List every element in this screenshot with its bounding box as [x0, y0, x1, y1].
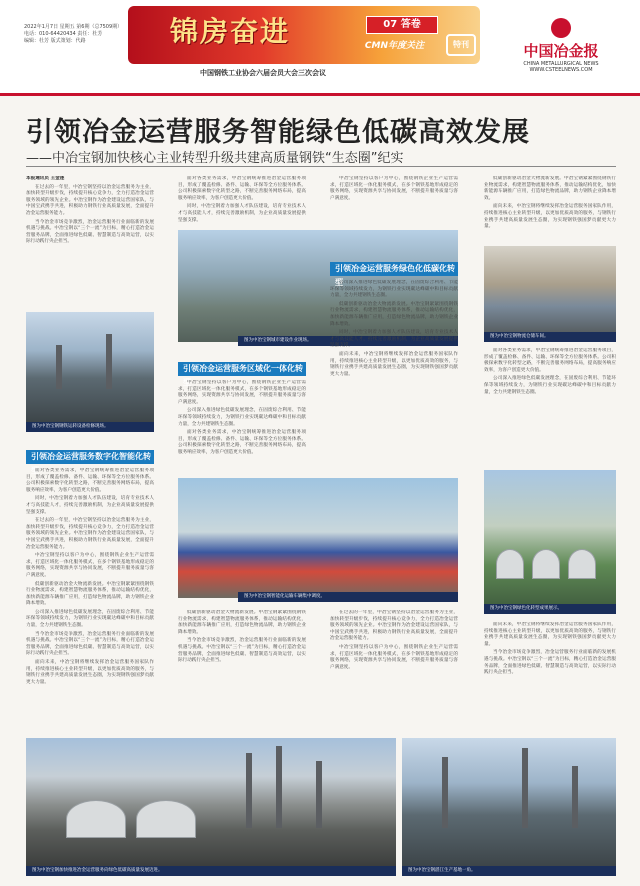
meta-line: 2022年1月7日 星期五 第6期（总7509期） [24, 24, 123, 30]
paragraph: 面向未来，中冶宝钢将继续发挥冶金运营服务国家队作用，持续推进核心主业转型升级，以更加优质高效的服务，与钢铁行业携手共建高质量发展生态圈，为实现钢铁强国梦贡献更大力量。 [484, 622, 616, 647]
body-column-2c [178, 610, 306, 730]
paragraph: 面向未来，中冶宝钢将继续发挥冶金运营服务国家队作用，持续推进核心主业转型升级，以更加优质高效的服务，与钢铁行业携手共建高质量发展生态圈，为实现钢铁强国梦贡献更大力量。 [330, 351, 458, 377]
paragraph: 同时，中冶宝钢着力加强人才队伍建设，培育专业技术人才与高技能人才，持续完善激励机制，为企业高质量发展提供坚强支撑。 [178, 204, 306, 223]
body-column-4c [484, 622, 616, 730]
paragraph: 公司深入推进绿色低碳发展理念，在固废综合利用、节能环保等领域持续发力，为钢铁行业实现碳达峰碳中和目标贡献力量，全力共建钢铁生态圈。 [26, 609, 154, 629]
paragraph: 在过去的一年里，中冶宝钢坚持以冶金运营服务为主业，加快转型升级步伐，持续提升核心竞争力，全力打造冶金运营服务领域的领先企业。中冶宝钢作为冶金建设运营国家队，与中国宝武携手共进，积极助力钢铁行业高质量发展，全面提升冶金运营服务能力。 [26, 518, 154, 550]
photo-caption: 图为中冶宝钢物流仓储车间。 [484, 332, 616, 342]
paragraph: 中冶宝钢坚持以客户为中心，围绕钢铁企业生产运营需求，打造区域化一体化服务模式，在多个钢铁基地形成稳定的服务网络，实现资源共享与协同发展，不断提升服务质量与客户满意度。 [178, 380, 306, 405]
paragraph: 低碳创新驱动冶金大物流新发展。中冶宝钢紧紧围绕钢铁行业物流需求，构建智慧物流服务体系，推动运输结构优化，加快新能源车辆推广应用，打造绿色物流品牌，助力钢铁企业降本增效。 [178, 610, 306, 635]
paragraph: 在过去的一年里，中冶宝钢坚持以冶金运营服务为主业，加快转型升级步伐，持续提升核心竞争力，全力打造冶金运营服务领域的领先企业。中冶宝钢作为冶金建设运营国家队，与中国宝武携手共进，积极助力钢铁行业高质量发展，全面提升冶金运营服务能力。 [330, 610, 458, 642]
section-heading-digital: 引领冶金运营服务数字化智能化转型 [26, 450, 154, 464]
photo-production-base [402, 738, 616, 866]
photo-caption: 图为中冶宝钢智能化运输车辆集中调度。 [238, 592, 458, 602]
event-subtitle: 中国钢铁工业协会六届会员大会三次会议 [200, 69, 326, 77]
paragraph: 当今冶金市场竞争激烈，冶金运营服务行业面临新的发展机遇与挑战。中冶宝钢以“三个一流”为目标，精心打造冶金运营服务品牌，全面推进绿色低碳、智慧制造与高效运营，以实际行动践行央企担当。 [484, 650, 616, 676]
body-column-3b [330, 280, 458, 476]
body-column-4b [484, 348, 616, 464]
special-banner [128, 6, 480, 64]
paragraph: 公司深入推进绿色低碳发展理念，在固废综合利用、节能环保等领域持续发力，为钢铁行业实现碳达峰碳中和目标贡献力量，全力共建钢铁生态圈。 [178, 408, 306, 427]
photo-caption: 图为中冶宝钢绿色化转型成果展示。 [484, 604, 616, 614]
paragraph: 面向未来，中冶宝钢将继续发挥冶金运营服务国家队作用，持续推进核心主业转型升级，以更加优质高效的服务，与钢铁行业携手共建高质量发展生态圈，为实现钢铁强国梦贡献更大力量。 [26, 660, 154, 685]
seal-label: 特刊 [446, 34, 476, 56]
banner-title: 锦房奋进 [170, 15, 291, 48]
paragraph: 面对各类业务需求，中冶宝钢统筹推进冶金运营服务项目，形成了覆盖检修、备件、运输、环保等全方位服务体系。公司积极探索数字化转型之路，不断完善服务网络布局，提高服务响应效率，为客户创造更大价值。 [178, 430, 306, 455]
body-column-1 [26, 176, 154, 306]
photo-industrial-plant [26, 738, 396, 866]
paragraph: 面对各类业务需求，中冶宝钢统筹推进冶金运营服务项目，形成了覆盖检修、备件、运输、环保等全方位服务体系。公司积极探索数字化转型之路，不断完善服务网络布局，提高服务响应效率，为客户创造更大价值。 [178, 176, 306, 201]
photo-caption: 图为中冶宝钢加快推进冶金运营服务向绿色低碳高质量发展迈进。 [26, 866, 396, 876]
logo-english: CHINA METALLURGICAL NEWS [523, 61, 599, 67]
paragraph: 中冶宝钢坚持以客户为中心，围绕钢铁企业生产运营需求，打造区域化一体化服务模式，在多个钢铁基地形成稳定的服务网络，实现资源共享与协同发展，不断提升服务质量与客户满意度。 [330, 176, 458, 201]
meta-line: 电话：010-64420434 责任：杜芳 [24, 31, 103, 37]
paragraph: 面对各类业务需求，中冶宝钢统筹推进冶金运营服务项目，形成了覆盖检修、备件、运输、环保等全方位服务体系。公司积极探索数字化转型之路，不断完善服务网络布局，提高服务响应效率，为客户创造更大价值。 [484, 348, 616, 373]
paragraph: 面对各类业务需求，中冶宝钢统筹推进冶金运营服务项目，形成了覆盖检修、备件、运输、环保等全方位服务体系。公司积极探索数字化转型之路，不断完善服务网络布局，提高服务响应效率，为客户创造更大价值。 [26, 468, 154, 493]
paragraph: 低碳创新驱动冶金大物流新发展。中冶宝钢紧紧围绕钢铁行业物流需求，构建智慧物流服务体系，推动运输结构优化，加快新能源车辆推广应用，打造绿色物流品牌，助力钢铁企业降本增效。 [484, 176, 616, 201]
paragraph: 同时，中冶宝钢着力加强人才队伍建设，培育专业技术人才与高技能人才，持续完善激励机制，为企业高质量发展提供坚强支撑。 [26, 496, 154, 515]
logo-name: 中国冶金报 [523, 42, 599, 60]
paragraph: 在过去的一年里，中冶宝钢坚持以冶金运营服务为主业，加快转型升级步伐，持续提升核心竞争力，全力打造冶金运营服务领域的领先企业。中冶宝钢作为冶金建设运营国家队，与中国宝武携手共进，积极助力钢铁行业高质量发展，全面提升冶金运营服务能力。 [26, 184, 154, 216]
masthead [0, 0, 640, 96]
paragraph: 当今冶金市场竞争激烈，冶金运营服务行业面临新的发展机遇与挑战。中冶宝钢以“三个一流”为目标，精心打造冶金运营服务品牌，全面推进绿色低碳、智慧制造与高效运营，以实际行动践行央企担当。 [26, 631, 154, 657]
article-title: 引领冶金运营服务智能绿色低碳高效发展 [26, 117, 530, 148]
paragraph: 低碳创新驱动冶金大物流新发展。中冶宝钢紧紧围绕钢铁行业物流需求，构建智慧物流服务体系，推动运输结构优化，加快新能源车辆推广应用，打造绿色物流品牌，助力钢铁企业降本增效。 [330, 301, 458, 327]
article-subtitle: ——中冶宝钢加快核心主业转型升级共建高质量钢铁“生态圈”纪实 [26, 151, 404, 166]
paragraph: 中冶宝钢坚持以客户为中心，围绕钢铁企业生产运营需求，打造区域化一体化服务模式，在多个钢铁基地形成稳定的服务网络，实现资源共享与协同发展，不断提升服务质量与客户满意度。 [330, 644, 458, 670]
paragraph: 同时，中冶宝钢着力加强人才队伍建设，培育专业技术人才与高技能人才，持续完善激励机制，为企业高质量发展提供坚强支撑。 [330, 330, 458, 349]
meta-line: 编辑：杜芳 版式策划：代路 [24, 38, 86, 44]
section-heading-green: 引领冶金运营服务绿色化低碳化转型 [330, 262, 458, 276]
photo-caption: 图为中冶宝钢城市建设作业现场。 [238, 336, 458, 346]
byline: 本报通讯员 王金莲 [26, 176, 65, 181]
issue-label: 07 答卷 [366, 16, 438, 34]
logo-url[interactable]: WWW.CSTEELNEWS.COM [529, 67, 593, 73]
paragraph: 面向未来，中冶宝钢将继续发挥冶金运营服务国家队作用，持续推进核心主业转型升级，以更加优质高效的服务，与钢铁行业携手共建高质量发展生态圈，为实现钢铁强国梦贡献更大力量。 [484, 204, 616, 230]
paragraph: 公司深入推进绿色低碳发展理念，在固废综合利用、节能环保等领域持续发力，为钢铁行业实现碳达峰碳中和目标贡献力量，全力共建钢铁生态圈。 [330, 280, 458, 299]
paragraph: 当今冶金市场竞争激烈，冶金运营服务行业面临新的发展机遇与挑战。中冶宝钢以“三个一流”为目标，精心打造冶金运营服务品牌，全面推进绿色低碳、智慧制造与高效运营，以实际行动践行央企担当。 [26, 219, 154, 245]
photo-green-site [484, 470, 616, 610]
paragraph: 当今冶金市场竞争激烈，冶金运营服务行业面临新的发展机遇与挑战。中冶宝钢以“三个一流”为目标，精心打造冶金运营服务品牌，全面推进绿色低碳、智慧制造与高效运营，以实际行动践行央企担当。 [178, 638, 306, 664]
newspaper-logo[interactable] [506, 18, 616, 73]
photo-warehouse [484, 246, 616, 332]
body-column-3c [330, 610, 458, 730]
photo-truck-fleet [178, 478, 458, 598]
paragraph: 公司深入推进绿色低碳发展理念，在固废综合利用、节能环保等领域持续发力，为钢铁行业实现碳达峰碳中和目标贡献力量，全力共建钢铁生态圈。 [484, 376, 616, 395]
paragraph: 中冶宝钢坚持以客户为中心，围绕钢铁企业生产运营需求，打造区域化一体化服务模式，在多个钢铁基地形成稳定的服务网络，实现资源共享与协同发展，不断提升服务质量与客户满意度。 [26, 553, 154, 578]
section-heading-regional: 引领冶金运营服务区域化一体化转型 [178, 362, 306, 376]
photo-caption: 图为中冶宝钢钢铁运转设备检修现场。 [26, 422, 154, 432]
divider [26, 166, 616, 167]
cmn-label: CMN年度关注 [364, 41, 424, 51]
paragraph: 低碳创新驱动冶金大物流新发展。中冶宝钢紧紧围绕钢铁行业物流需求，构建智慧物流服务体系，推动运输结构优化，加快新能源车辆推广应用，打造绿色物流品牌，助力钢铁企业降本增效。 [26, 581, 154, 607]
photo-steel-plant [26, 312, 154, 422]
logo-emblem-icon [551, 18, 571, 38]
photo-caption: 图为中冶宝钢湛江生产基地一角。 [402, 866, 616, 876]
body-column-3 [330, 176, 458, 226]
